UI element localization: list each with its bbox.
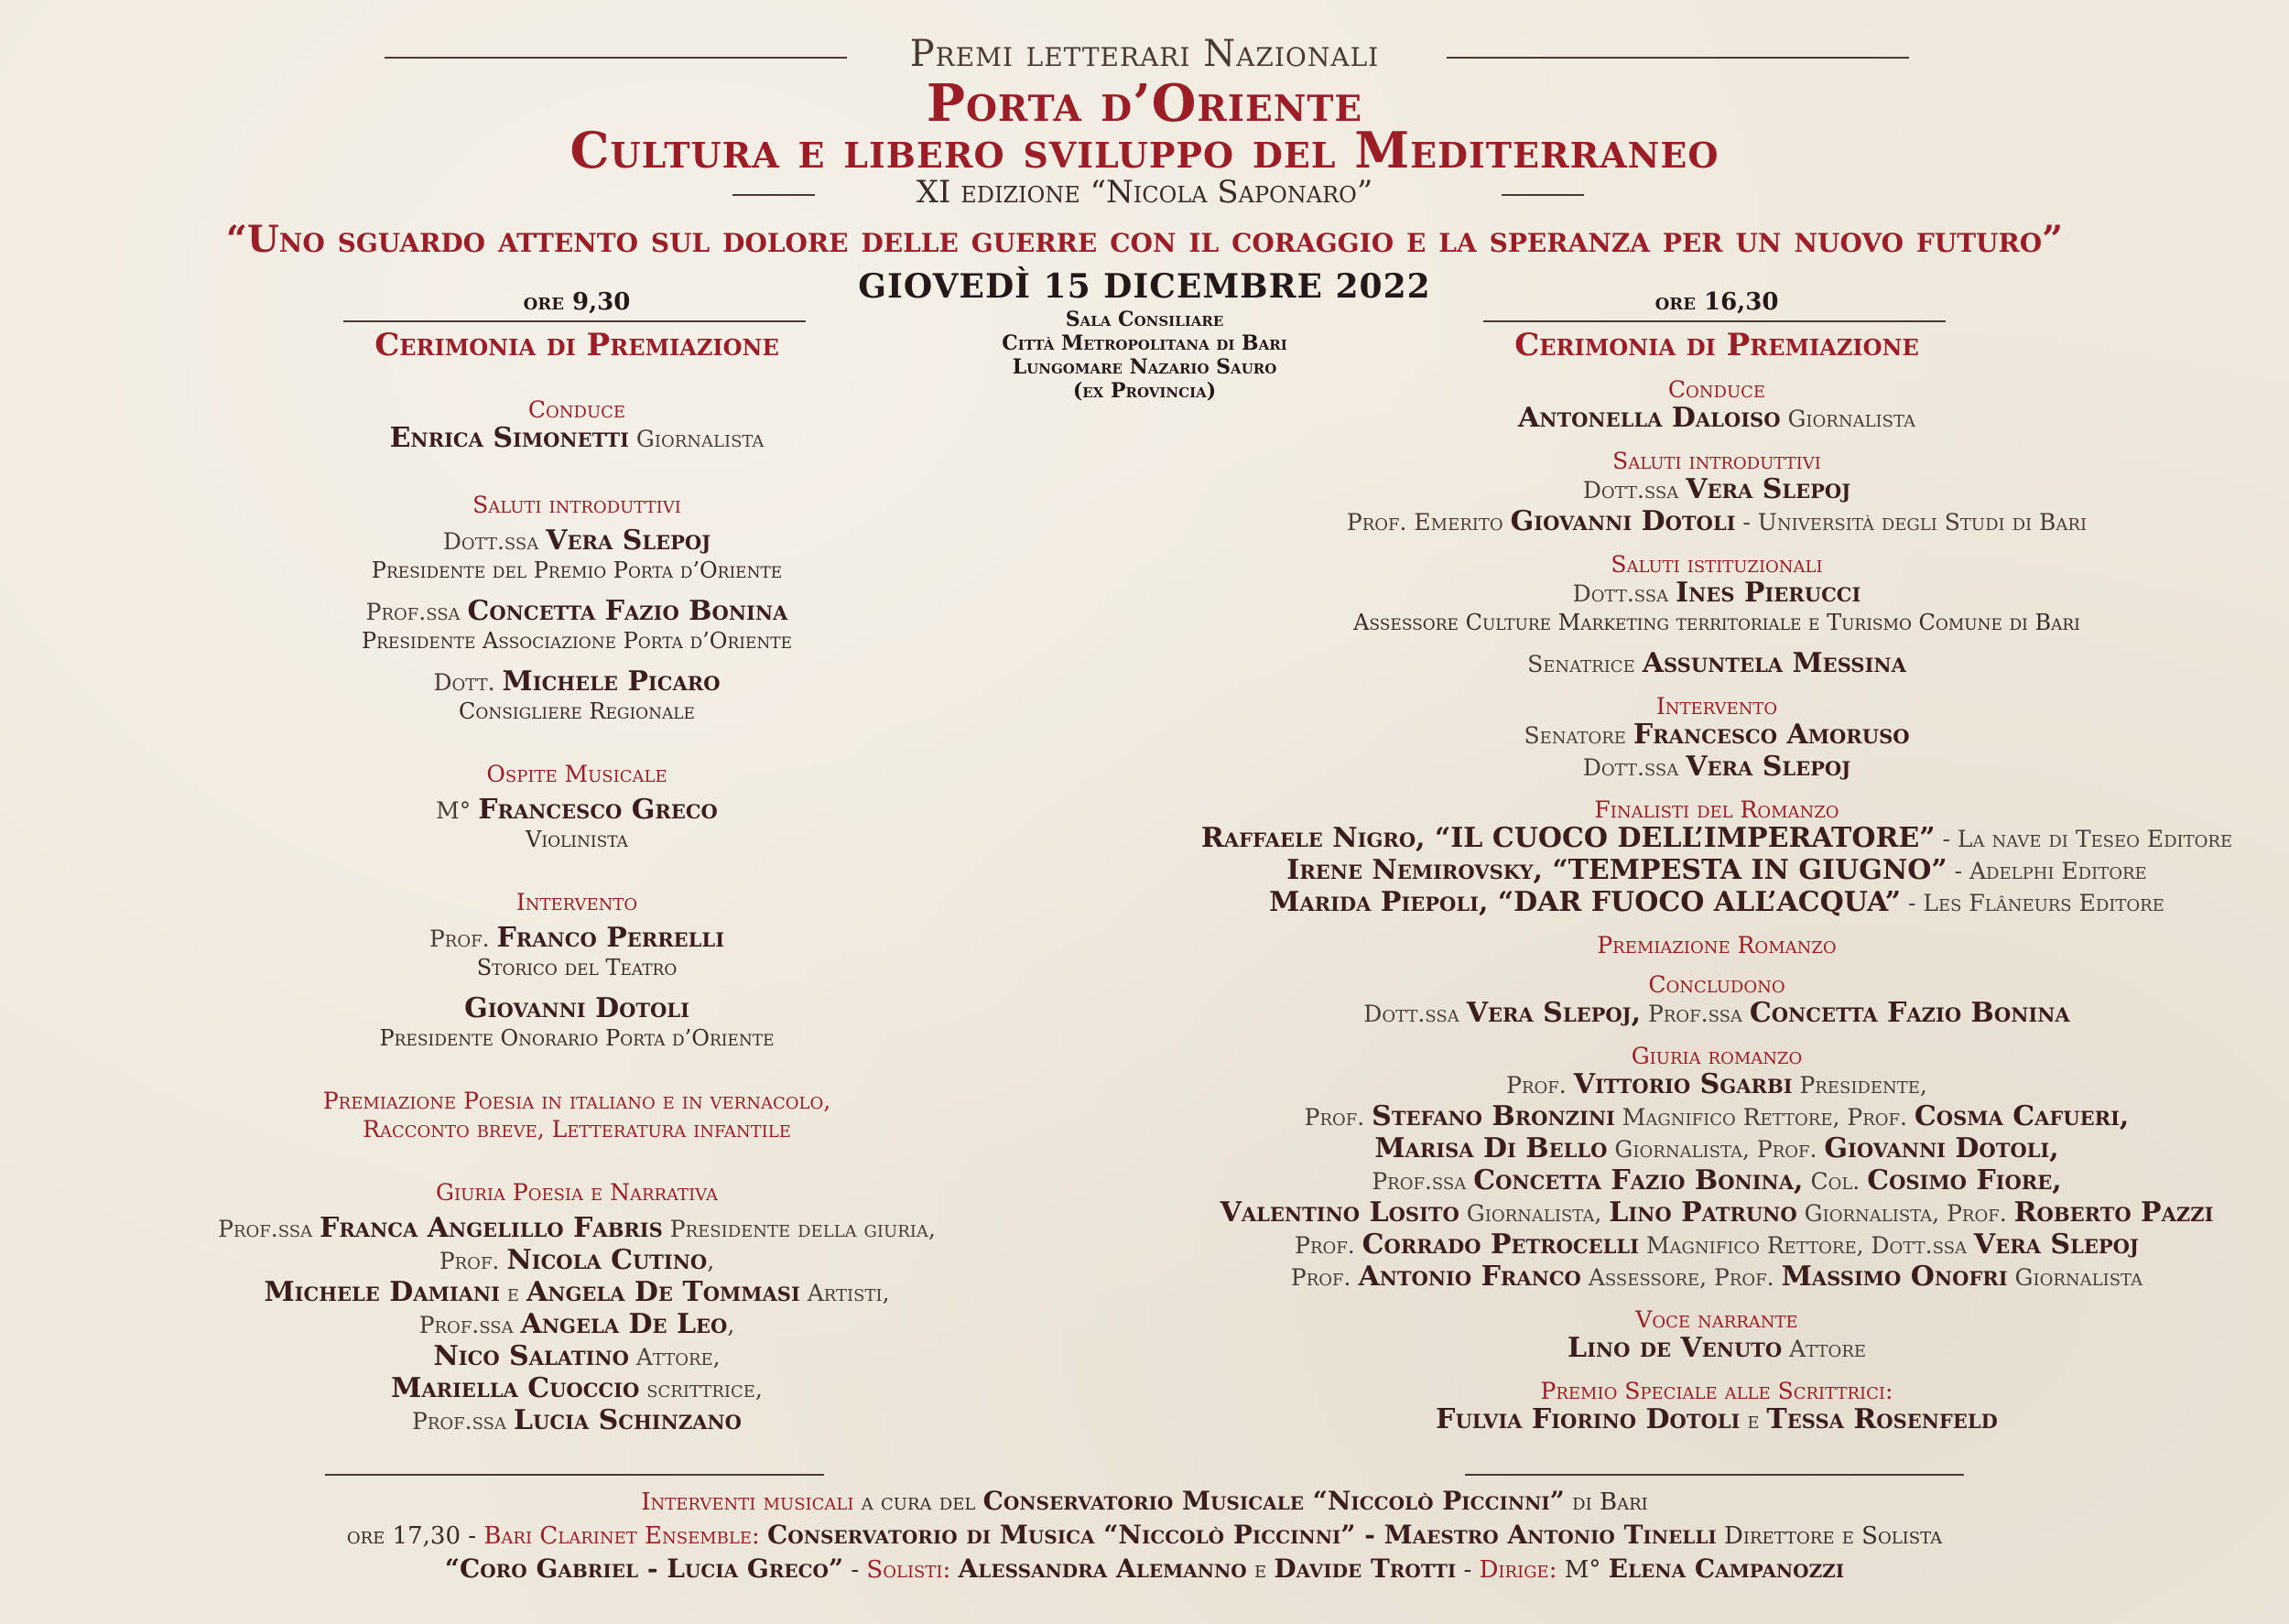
morning-program — [165, 288, 989, 1437]
section-label: Conduce — [527, 396, 626, 423]
speaker-role: Consigliere Regionale — [459, 698, 695, 724]
speaker-line: Dott.ssa Vera Slepoj, Prof.ssa Concetta Fazio Bonina — [1363, 997, 2070, 1029]
speaker-role: Violinista — [526, 827, 628, 852]
footer-rule-left — [325, 1474, 824, 1476]
afternoon-ceremony-title: Cerimonia di Premiazione — [1514, 327, 1919, 363]
jury-line: Prof. Nicola Cutino, — [439, 1244, 715, 1276]
narrator-line: Lino de Venuto Attore — [1567, 1332, 1867, 1364]
venue-line: Lungomare Nazario Sauro — [1012, 355, 1277, 379]
footer-line: ore 17,30 - Bari Clarinet Ensemble: Conservatorio di Musica “Niccolò Piccinni” - Maestro Antonio Tinelli Direttore e Solista — [346, 1520, 1943, 1550]
speaker-line: Dott.ssa Ines Pierucci — [1572, 577, 1861, 609]
event-date: GIOVEDÌ 15 DICEMBRE 2022 — [858, 267, 1431, 306]
jury-line: Prof. Vittorio Sgarbi Presidente, — [1506, 1068, 1927, 1100]
speaker-line: Prof. Emerito Giovanni Dotoli - Università degli Studi di Bari — [1346, 505, 2088, 537]
section-label: Premiazione Romanzo — [1597, 932, 1837, 958]
section-label: Giuria Poesia e Narrativa — [436, 1179, 718, 1206]
footer-line: Interventi musicali a cura del Conservatorio Musicale “Niccolò Piccinni” di Bari — [641, 1486, 1648, 1516]
speaker-line: Dott. Michele Picaro — [433, 666, 721, 698]
host-line: Enrica Simonetti Giornalista — [389, 422, 765, 454]
jury-line: Prof. Stefano Bronzini Magnifico Rettore, Prof. Cosma Cafueri, — [1304, 1100, 2130, 1132]
speaker-role: Presidente Onorario Porta d’Oriente — [379, 1025, 775, 1051]
jury-line: Prof.ssa Angela De Leo, — [418, 1308, 735, 1340]
morning-time: ore 9,30 — [523, 288, 631, 316]
jury-line: Prof. Corrado Petrocelli Magnifico Rettore, Dott.ssa Vera Slepoj — [1295, 1229, 2139, 1261]
section-label: Saluti introduttivi — [1612, 448, 1821, 474]
venue-line: Sala Consiliare — [1065, 308, 1224, 331]
finalist-line: Raffaele Nigro, “IL CUOCO DELL’IMPERATORE” - La nave di Teseo Editore — [1200, 822, 2233, 854]
section-label: Intervento — [1655, 693, 1778, 720]
speaker-line: Dott.ssa Vera Slepoj — [442, 525, 711, 557]
edition-label: XI edizione “Nicola Saponaro” — [916, 174, 1373, 211]
section-label: Premio Speciale alle Scrittrici: — [1540, 1378, 1893, 1404]
music-footer — [0, 1485, 2289, 1586]
venue-line: Città Metropolitana di Bari — [1002, 331, 1287, 355]
section-label: Concludono — [1648, 971, 1785, 998]
afternoon-program — [1190, 288, 2243, 1436]
section-label: Ospite Musicale — [486, 761, 667, 787]
jury-line: Prof.ssa Franca Angelillo Fabris Presidente della giuria, — [218, 1212, 936, 1244]
afternoon-time: ore 16,30 — [1654, 288, 1779, 316]
speaker-role: Storico del Teatro — [476, 955, 678, 980]
series-title: Premi letterari Nazionali — [909, 33, 1380, 75]
main-subtitle: Cultura e libero sviluppo del Mediterraneo — [570, 121, 1719, 179]
section-label: Giuria romanzo — [1631, 1043, 1803, 1069]
finalist-line: Marida Piepoli, “DAR FUOCO ALL’ACQUA” - Les Flâneurs Editore — [1269, 886, 2164, 918]
footer-rule-right — [1465, 1474, 1964, 1476]
speaker-role: Presidente del Premio Porta d’Oriente — [371, 558, 783, 583]
jury-line: Valentino Losito Giornalista, Lino Patruno Giornalista, Prof. Roberto Pazzi — [1220, 1196, 2214, 1229]
speaker-line: Prof. Franco Perrelli — [429, 922, 725, 954]
section-label: Saluti introduttivi — [472, 492, 681, 518]
speaker-line: Dott.ssa Vera Slepoj — [1582, 473, 1851, 505]
section-label: Finalisti del Romanzo — [1594, 796, 1839, 823]
morning-ceremony-title: Cerimonia di Premiazione — [374, 327, 779, 363]
jury-line: Marisa Di Bello Giornalista, Prof. Giovanni Dotoli, — [1374, 1132, 2059, 1164]
host-line: Antonella Daloiso Giornalista — [1517, 402, 1916, 434]
jury-line: Prof.ssa Lucia Schinzano — [412, 1404, 742, 1436]
jury-line: Prof.ssa Concetta Fazio Bonina, Col. Cosimo Fiore, — [1372, 1164, 2062, 1196]
speaker-line: Senatrice Assuntela Messina — [1527, 647, 1906, 679]
speaker-line: Senatore Francesco Amoruso — [1524, 719, 1910, 751]
speaker-line: M° Francesco Greco — [436, 794, 718, 826]
section-label: Intervento — [515, 889, 638, 915]
section-label: Conduce — [1667, 376, 1766, 403]
jury-line: Nico Salatino Attore, — [433, 1340, 721, 1372]
series-header — [0, 33, 2289, 79]
venue-line: (ex Provincia) — [1072, 379, 1217, 403]
speaker-line: Giovanni Dotoli — [464, 992, 689, 1024]
speaker-line: Prof.ssa Concetta Fazio Bonina — [365, 595, 788, 627]
awards-label: Racconto breve, Letteratura infantile — [363, 1116, 791, 1142]
speaker-role: Presidente Associazione Porta d’Oriente — [361, 628, 793, 654]
main-title: Porta d’Oriente — [926, 73, 1363, 134]
footer-line: “Coro Gabriel - Lucia Greco” - Solisti: Alessandra Alemanno e Davide Trotti - Dirige: M° Elena Campanozzi — [444, 1554, 1845, 1584]
jury-line: Mariella Cuoccio scrittrice, — [391, 1372, 763, 1404]
jury-line: Michele Damiani e Angela De Tommasi Artisti, — [264, 1276, 890, 1308]
speaker-line: Dott.ssa Vera Slepoj — [1582, 751, 1851, 783]
awards-label: Premiazione Poesia in italiano e in vernacolo, — [322, 1088, 831, 1114]
special-award-line: Fulvia Fiorino Dotoli e Tessa Rosenfeld — [1436, 1403, 1998, 1435]
section-label: Saluti istituzionali — [1611, 551, 1823, 578]
speaker-role: Assessore Culture Marketing territoriale e Turismo Comune di Bari — [1353, 610, 2080, 635]
finalist-line: Irene Nemirovsky, “TEMPESTA IN GIUGNO” - Adelphi Editore — [1286, 854, 2147, 886]
theme-quote: “Uno sguardo attento sul dolore delle guerre con il coraggio e la speranza per un nuovo futuro” — [225, 218, 2064, 261]
jury-line: Prof. Antonio Franco Assessore, Prof. Massimo Onofri Giornalista — [1290, 1261, 2143, 1293]
section-label: Voce narrante — [1635, 1306, 1798, 1333]
